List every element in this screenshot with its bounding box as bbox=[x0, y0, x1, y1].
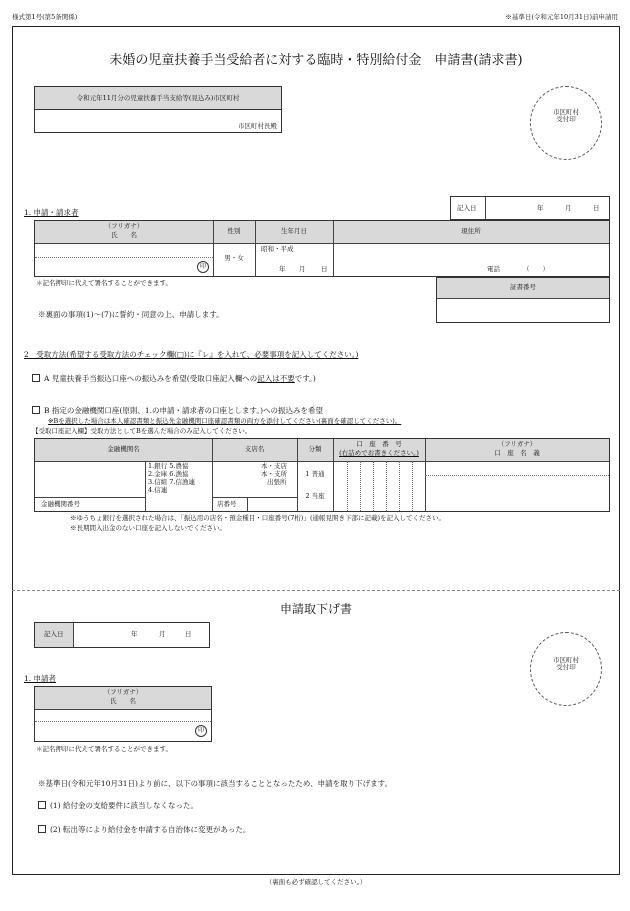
withdraw-heading: 1. 申請者 bbox=[24, 674, 57, 683]
withdraw-stamp-line2: 受付印 bbox=[556, 663, 576, 672]
section2-heading: 2 受取方法(希望する受取方法のチェック欄(□)に『レ』を入れて、必要事項を記入してください。) bbox=[24, 350, 359, 359]
stamp-line1: 市区町村 bbox=[553, 108, 579, 116]
dob-month: 月 bbox=[299, 265, 306, 273]
option-a-underline: 記入は不要 bbox=[257, 374, 295, 383]
bank-types-1: 1.銀行 5.農協 bbox=[148, 462, 189, 470]
holder-label: 口 座 名 義 bbox=[494, 449, 540, 457]
name-input[interactable] bbox=[37, 244, 211, 275]
withdraw-item2-checkbox[interactable] bbox=[38, 825, 46, 833]
withdraw-date-label: 記入日 bbox=[44, 630, 64, 638]
section1-heading: 1. 申請・請求者 bbox=[24, 208, 79, 217]
account-number-input[interactable] bbox=[334, 462, 424, 510]
option-b-checkbox[interactable] bbox=[32, 406, 40, 414]
section-separator bbox=[12, 590, 620, 591]
form-number: 様式第1号(第5条関係) bbox=[12, 13, 78, 21]
account-number-label: 口 座 番 号 bbox=[356, 440, 402, 448]
withdraw-month: 月 bbox=[159, 630, 166, 638]
stamp-line2: 受付印 bbox=[556, 115, 576, 124]
kind-ordinary[interactable]: 1 普通 bbox=[305, 470, 325, 478]
dormant-note: ※長期間入出金のない口座を記入しないでください。 bbox=[70, 524, 226, 532]
seal-mark: 印 bbox=[197, 261, 209, 273]
branch-types-3: 出張所 bbox=[267, 478, 287, 486]
applicant-table bbox=[34, 220, 610, 277]
withdraw-item1-text: (1) 給付金の支給要件に該当しなくなった。 bbox=[50, 801, 199, 810]
dob-year: 年 bbox=[279, 265, 286, 273]
dob-era[interactable]: 昭和・平成 bbox=[261, 245, 294, 253]
record-month: 月 bbox=[565, 204, 572, 212]
record-date-box[interactable] bbox=[450, 196, 610, 220]
withdraw-name-input[interactable] bbox=[37, 710, 209, 740]
withdraw-date-box[interactable] bbox=[34, 622, 210, 648]
branch-types-2: 本・支所 bbox=[261, 470, 287, 478]
sex-label: 性別 bbox=[227, 227, 241, 235]
phone-label: 電話 bbox=[487, 265, 500, 273]
page-title: 未婚の児童扶養手当受給者に対する臨時・特別給付金 申請書(請求書) bbox=[109, 53, 523, 68]
bank-types-2: 2.金庫 6.漁協 bbox=[148, 470, 189, 478]
footer-note: （裏面も必ず確認してください。） bbox=[265, 878, 367, 886]
bank-types-4: 4.信連 bbox=[148, 486, 168, 494]
dob-day: 日 bbox=[321, 265, 328, 273]
withdraw-sign-note: ＊記名押印に代えて署名することができます。 bbox=[36, 745, 172, 753]
option-a-post: です。) bbox=[294, 374, 316, 383]
branch-label: 支店名 bbox=[244, 445, 265, 453]
bank-types-3: 3.信組 7.信漁連 bbox=[148, 478, 195, 486]
addressee-field[interactable] bbox=[34, 109, 282, 133]
account-number-sub: (右詰めでお書きください。) bbox=[339, 449, 419, 457]
withdraw-item1[interactable] bbox=[38, 801, 198, 810]
sign-note: ＊記名押印に代えて署名することができます。 bbox=[36, 279, 172, 287]
addressee-heading: 令和元年11月分の児童扶養手当支給等(見込み)市区町村 bbox=[76, 94, 240, 102]
withdraw-name-label: 氏 名 bbox=[110, 697, 136, 705]
option-a-checkbox[interactable] bbox=[32, 374, 40, 382]
withdraw-year: 年 bbox=[131, 630, 138, 638]
address-label: 現住所 bbox=[461, 227, 481, 235]
withdraw-item2[interactable] bbox=[38, 825, 250, 834]
withdraw-stamp-circle bbox=[530, 632, 602, 706]
basis-note: ※基準日(令和元年10月31日)前申請用 bbox=[505, 13, 618, 21]
withdraw-name-table bbox=[34, 686, 212, 742]
option-a[interactable] bbox=[32, 374, 316, 383]
withdraw-seal-mark: 印 bbox=[195, 725, 207, 737]
withdraw-day: 日 bbox=[185, 630, 192, 638]
holder-furigana: （フリガナ） bbox=[497, 440, 537, 448]
record-year: 年 bbox=[537, 204, 544, 212]
dob-label: 生年月日 bbox=[281, 227, 307, 235]
branch-types-1: 本・支店 bbox=[261, 462, 287, 470]
withdraw-furigana: （フリガナ） bbox=[103, 688, 143, 696]
pledge-text: ※裏面の事項(1)～(7)に誓約・同意の上、申請します。 bbox=[38, 310, 224, 319]
name-label: 氏 名 bbox=[111, 231, 137, 239]
withdraw-item1-checkbox[interactable] bbox=[38, 801, 46, 809]
option-a-text: A 児童扶養手当振込口座への振込みを希望(受取口座記入欄への bbox=[44, 374, 258, 383]
sex-value[interactable]: 男・女 bbox=[224, 254, 244, 262]
bank-label: 金融機関名 bbox=[107, 445, 140, 453]
withdraw-stamp-line1: 市区町村 bbox=[553, 656, 579, 664]
certificate-box[interactable] bbox=[436, 277, 610, 323]
option-b-note: ※Bを選択した場合は本人確認書類と振込先金融機関口座確認書類の両方を添付してください(裏面を確認してください)。 bbox=[48, 417, 402, 425]
yucho-note: ※ゆうちょ銀行を選択された場合は、「振込用の店名・預金種目・口座番号(7桁)」(通帳見開き下部に記載)を記入してください。 bbox=[70, 514, 446, 522]
reception-stamp-circle bbox=[530, 86, 602, 160]
account-note: 【受取口座記入欄】受取方法としてBを選んだ場合のみ記入してください。 bbox=[32, 427, 252, 435]
record-day: 日 bbox=[593, 204, 600, 212]
addressee-heading-box bbox=[34, 86, 282, 110]
bank-code-label: 金融機関番号 bbox=[41, 500, 80, 508]
mayor-label: 市区町村長殿 bbox=[238, 121, 277, 130]
kind-label: 分類 bbox=[308, 445, 322, 453]
withdraw-statement: ※基準日(令和元年10月31日)より前に、以下の事項に該当することとなったため、申請を取り下げます。 bbox=[38, 779, 393, 788]
withdraw-title: 申請取下げ書 bbox=[279, 602, 352, 616]
bank-name-input[interactable] bbox=[37, 462, 143, 496]
address-input[interactable] bbox=[335, 244, 607, 264]
branch-code-label: 店番号 bbox=[217, 500, 237, 508]
account-table bbox=[34, 438, 610, 512]
certificate-label: 証書番号 bbox=[510, 283, 536, 291]
kind-current[interactable]: 2 当座 bbox=[305, 492, 325, 500]
option-b-text: B 指定の金融機関口座(原則、1.の申請・請求者の口座とします。)への振込みを希望 bbox=[44, 406, 324, 415]
option-b[interactable] bbox=[32, 406, 323, 415]
furigana-label: （フリガナ） bbox=[104, 222, 144, 230]
phone-input[interactable]: （ ） bbox=[523, 265, 549, 273]
withdraw-item2-text: (2) 転出等により給付金を申請する自治体に変更があった。 bbox=[50, 825, 251, 834]
record-date-label: 記入日 bbox=[457, 204, 477, 212]
account-holder-input[interactable] bbox=[426, 462, 608, 510]
